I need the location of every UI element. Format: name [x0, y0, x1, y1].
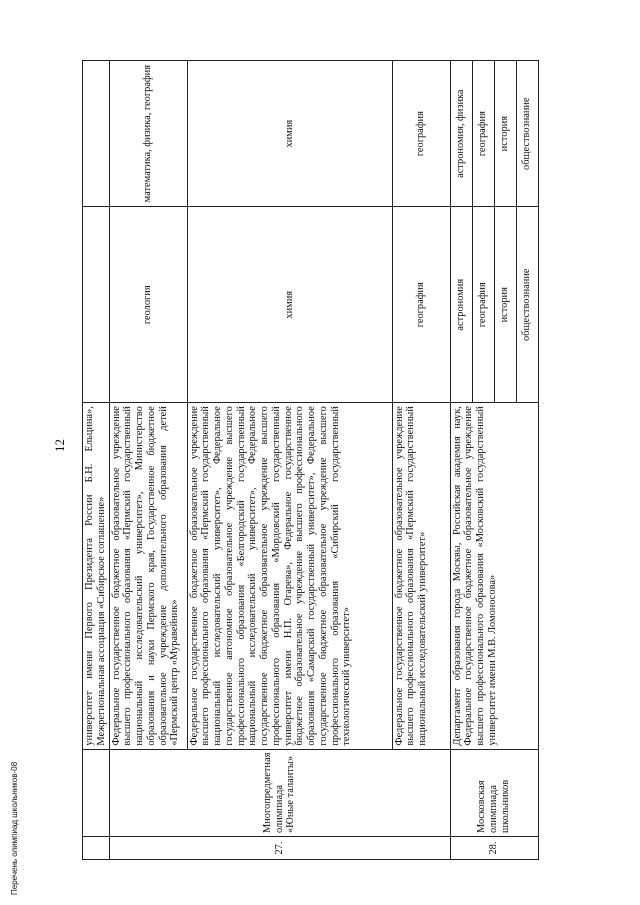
subject-cell — [83, 61, 110, 207]
organizer-cell: университет имени Первого Президента России Б.Н. Ельцина», Межрегиональная ассоциация «Сибирское соглашение» — [83, 403, 110, 749]
subject-cell: обществознание — [516, 61, 538, 207]
profile-cell: история — [494, 207, 516, 403]
row-number — [83, 837, 110, 860]
table-row — [392, 61, 450, 860]
row-number: 28. — [450, 837, 538, 860]
organizer-cell: Федеральное государственное бюджетное образовательное учреждение высшего профессионального образования «Пермский государственный национальный исследовательский университет», Федеральное государственное автономное образовательное учреждение высшего профессионального образования «Белгородский государственный национальный исследовательский университет», Федеральное государственное бюджетное образовательное учреждение высшего профессионального образования «Мордовский государственный университет имени Н.П. Огарева», Федеральное государственное бюджетное образовательное учреждение высшего профессионального образования «Самарский государственный университет», Федеральное государственное бюджетное образовательное учреждение высшего профессионального образования «Сибирский государственный технологический университет» — [187, 403, 392, 749]
subject-cell: астрономия, физика — [450, 61, 472, 207]
organizer-cell: Федеральное государственное бюджетное образовательное учреждение высшего профессионального образования «Пермский государственный национальный исследовательский университет» — [392, 403, 450, 749]
profile-cell: география — [392, 207, 450, 403]
olympiad-name: Многопредметная олимпиада «Юные таланты» — [109, 749, 450, 836]
organizer-cell: Федеральное государственное бюджетное образовательное учреждение высшего профессионального образования «Пермский государственный национальный исследовательский университет», Министерство образования и науки Пермского края, Государственное бюджетное образовательное учреждение дополнительного образования детей «Пермский центр «Муравейник» — [109, 403, 187, 749]
profile-cell: обществознание — [516, 207, 538, 403]
profile-cell: география — [472, 207, 494, 403]
subject-cell: география — [392, 61, 450, 207]
row-number: 27. — [109, 837, 450, 860]
subject-cell: химия — [187, 61, 392, 207]
subject-cell: география — [472, 61, 494, 207]
olympiad-table — [82, 60, 539, 860]
subject-cell: математика, физика, география — [109, 61, 187, 207]
table-row — [187, 61, 392, 860]
page-number: 12 — [52, 439, 67, 452]
footer-label: Перечень олимпиад школьников-08 — [10, 761, 19, 895]
table-row — [450, 61, 472, 860]
profile-cell: астрономия — [450, 207, 472, 403]
table-row — [83, 61, 110, 860]
olympiad-name — [83, 749, 110, 836]
subject-cell: история — [494, 61, 516, 207]
profile-cell — [83, 207, 110, 403]
table-row — [109, 61, 187, 860]
profile-cell: геология — [109, 207, 187, 403]
organizer-cell: Департамент образования города Москвы, Российская академия наук, Федеральное государственное бюджетное образовательное учреждение высшего профессионального образования «Московский государственный университет имени М.В. Ломоносова» — [450, 403, 538, 749]
rotated-table-container — [82, 60, 632, 860]
olympiad-name: Московская олимпиада школьников — [450, 749, 538, 836]
profile-cell: химия — [187, 207, 392, 403]
